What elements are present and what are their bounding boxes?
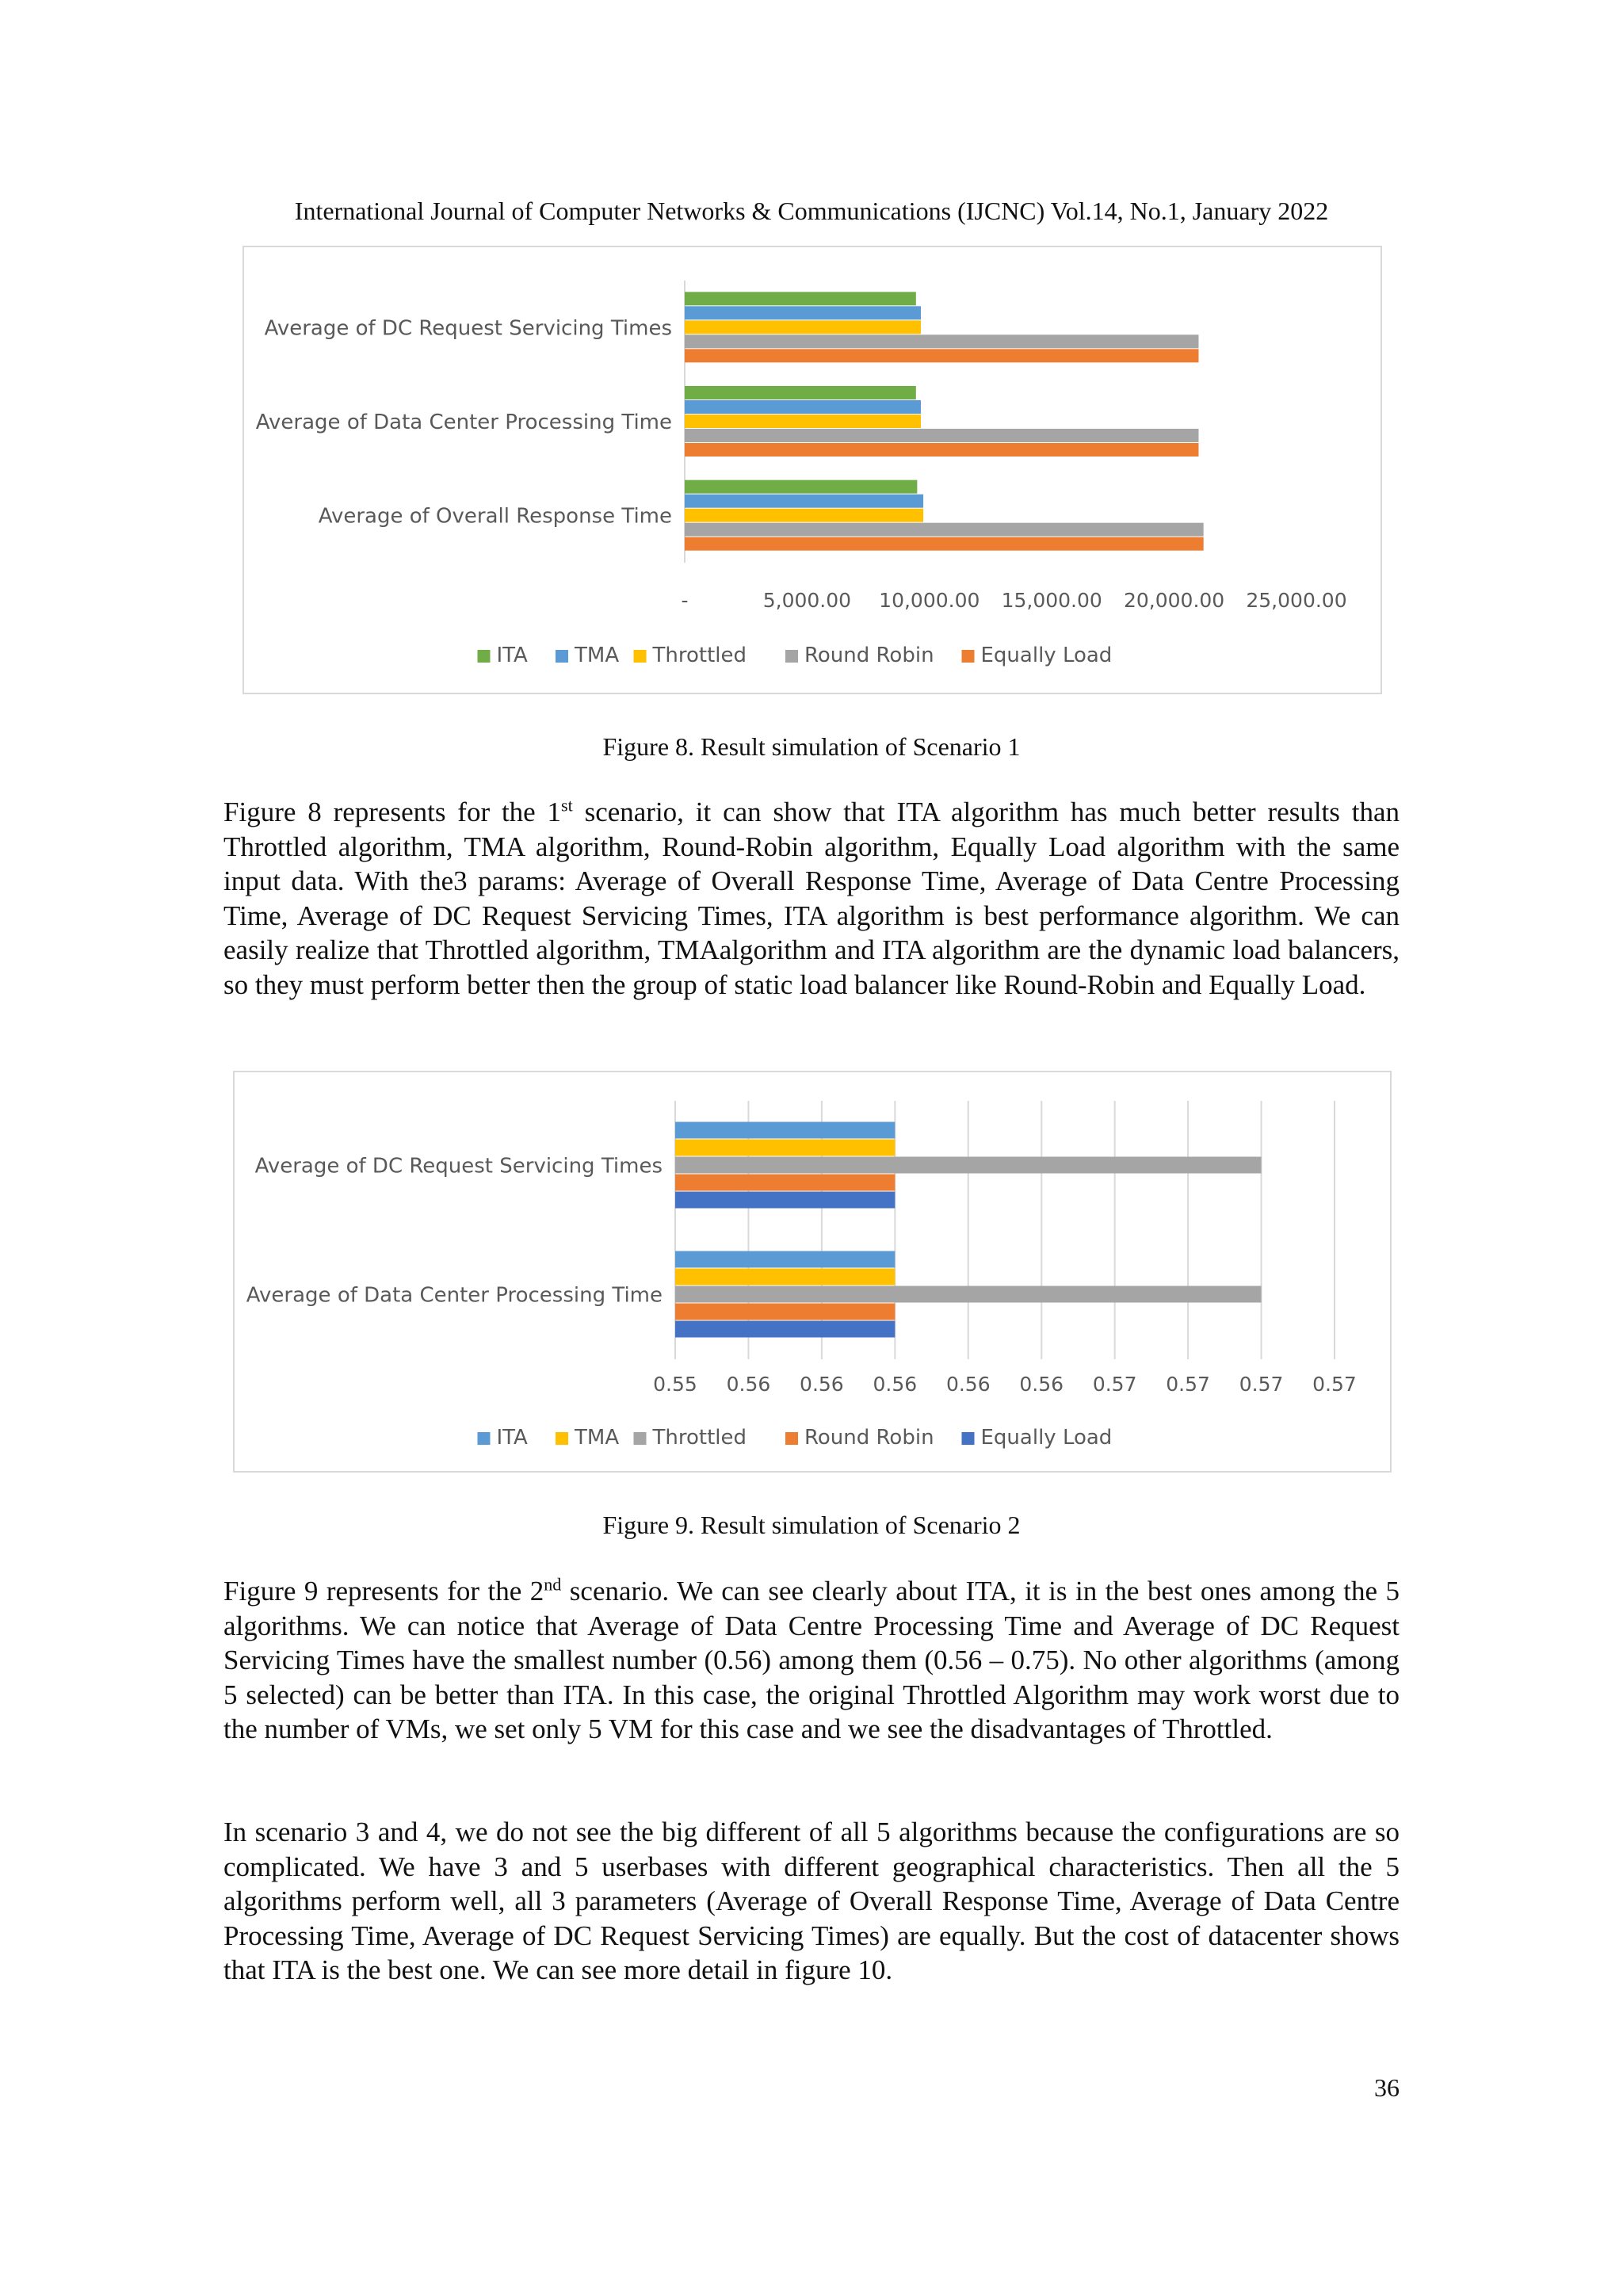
legend-swatch [556, 1432, 568, 1445]
legend-swatch [478, 1432, 491, 1445]
bar-tma [675, 1140, 895, 1156]
legend-swatch [634, 650, 647, 663]
x-tick-label: 0.56 [726, 1373, 771, 1396]
legend-swatch [478, 650, 491, 663]
legend-swatch [556, 650, 568, 663]
bar-equally-load [685, 537, 1204, 551]
legend-label: Round Robin [804, 1426, 934, 1450]
bar-ita [685, 386, 916, 399]
bar-equally-load [675, 1192, 895, 1209]
legend-label: Equally Load [980, 1426, 1113, 1450]
legend-swatch [785, 1432, 798, 1445]
bar-ita [685, 480, 917, 494]
paragraph-2: Figure 9 represents for the 2nd scenario. We can see clearly about ITA, it is in the best ones among the 5 algorithms. We can notice that Average of Data Centre Processing Time and Average of DC Request Servicing Times have the smallest number (0.56) among them (0.56 – 0.75). No other algorithms (among 5 selected) can be better than ITA. In this case, the original Throttled Algorithm may work worst due to the number of VMs, we set only 5 VM for this case and we see the disadvantages of Throttled. [223, 1574, 1400, 1744]
bar-tma [675, 1269, 895, 1286]
figure-9-chart [233, 1071, 1392, 1473]
bar-ita [685, 292, 916, 305]
category-label: Average of Data Center Processing Time [246, 1283, 663, 1308]
bar-round-robin [675, 1175, 895, 1191]
legend-label: TMA [575, 644, 620, 667]
x-tick-label: - [681, 589, 689, 612]
category-label: Average of DC Request Servicing Times [254, 1154, 663, 1179]
bar-throttled [675, 1157, 1262, 1174]
x-tick-label: 25,000.00 [1246, 589, 1347, 612]
figure-9-svg [235, 1072, 1393, 1474]
legend-swatch [634, 1432, 647, 1445]
paragraph-3: In scenario 3 and 4, we do not see the big different of all 5 algorithms because the configurations are so complicated. We have 3 and 5 userbases with different geographical characteristics. Then all the 5 algorithms perform well, all 3 parameters (Average of Overall Response Time, Average of Data Centre Processing Time, Average of DC Request Servicing Times) are equally. But the cost of datacenter shows that ITA is the best one. We can see more detail in figure 10. [223, 1817, 1400, 1985]
x-tick-label: 0.56 [873, 1373, 918, 1396]
x-tick-label: 5,000.00 [762, 589, 852, 612]
figure-8-svg [244, 247, 1384, 696]
x-tick-label: 10,000.00 [879, 589, 980, 612]
x-tick-label: 0.56 [945, 1373, 991, 1396]
journal-header: International Journal of Computer Networks & Communications (IJCNC) Vol.14, No.1, January 2022 [294, 197, 1329, 225]
x-tick-label: 0.57 [1092, 1373, 1137, 1396]
x-tick-label: 20,000.00 [1123, 589, 1225, 612]
bar-round-robin [675, 1304, 895, 1320]
legend-label: TMA [575, 1426, 620, 1450]
bar-throttled [685, 415, 921, 428]
x-tick-label: 0.56 [800, 1373, 844, 1396]
bar-equally-load [685, 349, 1198, 362]
bar-ita [675, 1122, 895, 1139]
x-tick-label: 15,000.00 [1001, 589, 1102, 612]
bar-equally-load [675, 1321, 895, 1338]
x-tick-label: 0.57 [1312, 1373, 1357, 1396]
paragraph-1: Figure 8 represents for the 1st scenario, it can show that ITA algorithm has much better results than Throttled algorithm, TMA algorithm, Round-Robin algorithm, Equally Load algorithm with the same input data. With the3 params: Average of Overall Response Time, Average of Data Centre Processing Time, Average of DC Request Servicing Times, ITA algorithm is best performance algorithm. We can easily realize that Throttled algorithm, TMAalgorithm and ITA algorithm are the dynamic load balancers, so they must perform better then the group of static load balancer like Round-Robin and Equally Load. [223, 795, 1400, 1000]
bar-tma [685, 306, 921, 319]
bar-throttled [685, 509, 923, 522]
category-label: Average of Overall Response Time [318, 504, 672, 529]
bar-round-robin [685, 523, 1204, 537]
category-label: Average of Data Center Processing Time [255, 411, 672, 434]
bar-round-robin [685, 429, 1198, 442]
legend-label: Round Robin [804, 644, 934, 667]
x-tick-label: 0.55 [653, 1373, 697, 1396]
x-tick-label: 0.57 [1166, 1373, 1210, 1396]
legend-label: Equally Load [980, 644, 1113, 667]
bar-throttled [675, 1286, 1262, 1303]
x-tick-label: 0.56 [1019, 1373, 1064, 1396]
figure-8-caption: Figure 8. Result simulation of Scenario 1 [602, 732, 1021, 761]
legend-label: Throttled [652, 644, 747, 667]
page-number: 36 [1374, 2073, 1400, 2102]
bar-tma [685, 400, 921, 414]
bar-throttled [685, 320, 921, 334]
category-label: Average of DC Request Servicing Times [264, 316, 672, 341]
bar-equally-load [685, 443, 1198, 457]
bar-ita [675, 1251, 895, 1268]
legend-label: ITA [496, 1426, 528, 1450]
legend-swatch [785, 650, 798, 663]
legend-swatch [962, 1432, 975, 1445]
legend-swatch [962, 650, 975, 663]
bar-tma [685, 495, 923, 508]
figure-8-chart [242, 246, 1382, 694]
figure-9-caption: Figure 9. Result simulation of Scenario 2 [602, 1511, 1021, 1539]
x-tick-label: 0.57 [1239, 1373, 1284, 1396]
legend-label: Throttled [652, 1426, 747, 1450]
bar-round-robin [685, 334, 1198, 348]
legend-label: ITA [496, 644, 528, 667]
